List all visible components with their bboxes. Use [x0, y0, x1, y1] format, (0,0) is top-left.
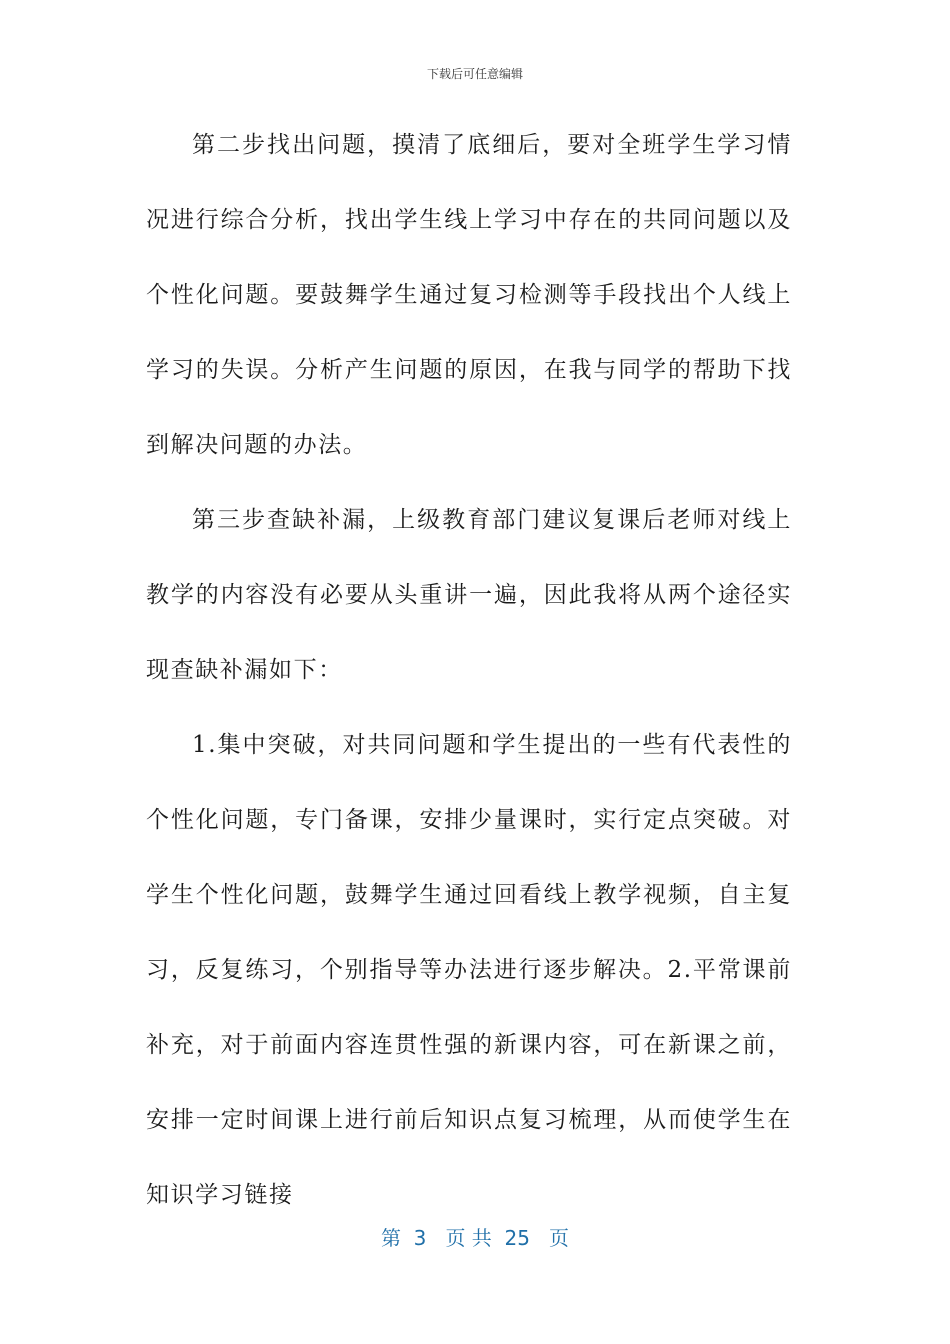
header-note: 下载后可任意编辑 — [426, 67, 523, 81]
document-body — [146, 108, 792, 1233]
paragraph-step-three: 第三步查缺补漏，上级教育部门建议复课后老师对线上教学的内容没有必要从头重讲一遍，因此我将从两个途径实现查缺补漏如下： — [146, 507, 792, 683]
paragraph-methods: 1.集中突破，对共同问题和学生提出的一些有代表性的个性化问题，专门备课，安排少量课时，实行定点突破。对学生个性化问题，鼓舞学生通过回看线上教学视频，自主复习，反复练习，个别指导等办法进行逐步解决。2.平常课前补充，对于前面内容连贯性强的新课内容，可在新课之前，安排一定时间课上进行前后知识点复习梳理，从而使学生在知识学习链接 — [146, 732, 792, 1208]
paragraph-step-two: 第二步找出问题，摸清了底细后，要对全班学生学习情况进行综合分析，找出学生线上学习中存在的共同问题以及个性化问题。要鼓舞学生通过复习检测等手段找出个人线上学习的失误。分析产生问题的原因，在我与同学的帮助下找到解决问题的办法。 — [146, 132, 792, 458]
page-number-footer: 第 3 页 共 25 页 — [380, 1226, 570, 1250]
